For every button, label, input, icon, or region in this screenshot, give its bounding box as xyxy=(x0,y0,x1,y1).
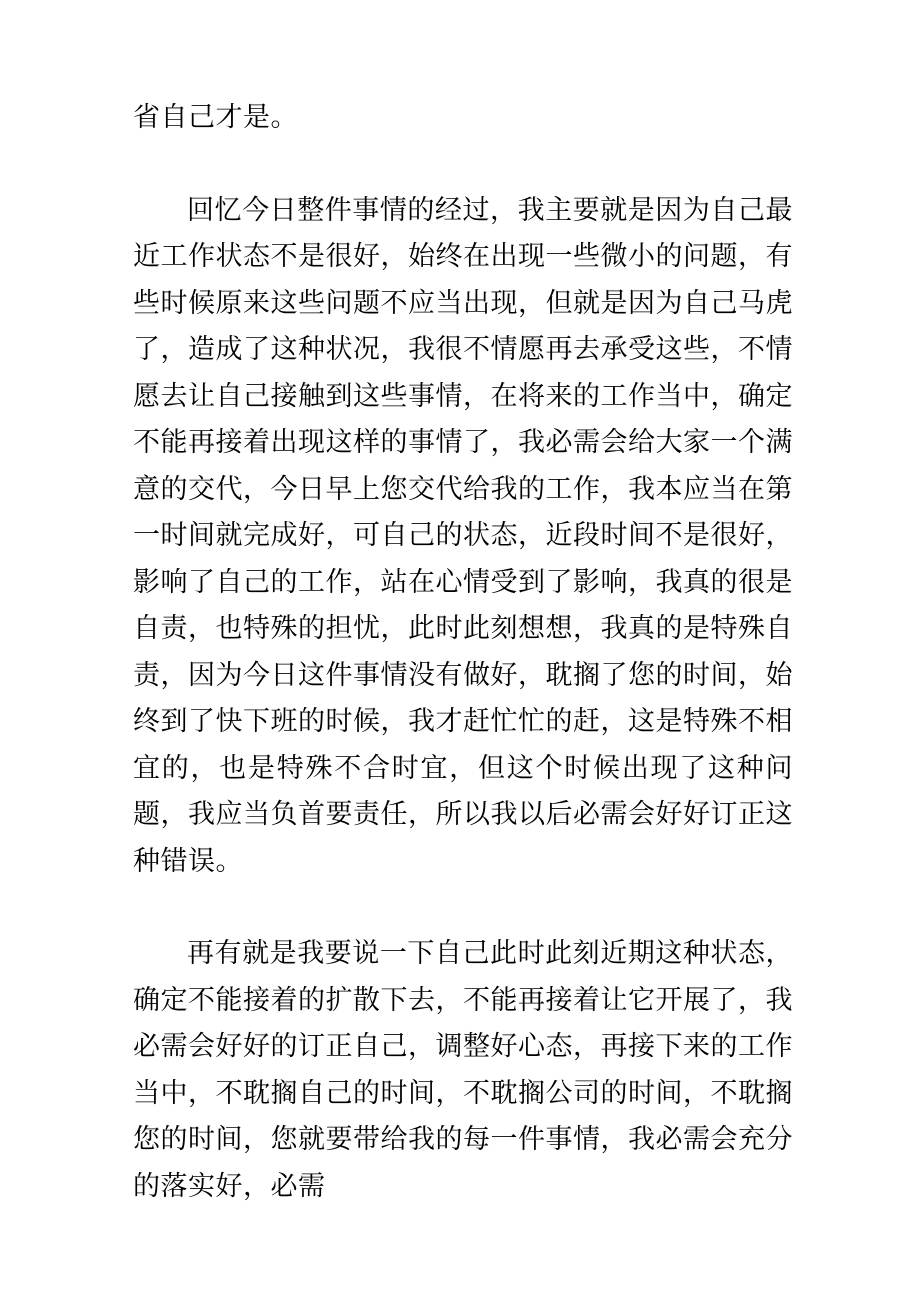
document-body xyxy=(133,95,793,1210)
paragraph-recollection: 回忆今日整件事情的经过，我主要就是因为自己最近工作状态不是很好，始终在出现一些微小的问题，有些时候原来这些问题不应当出现，但就是因为自己马虎了，造成了这种状况，我很不情愿再去承受这些，不情愿去让自己接触到这些事情，在将来的工作当中，确定不能再接着出现这样的事情了，我必需会给大家一个满意的交代，今日早上您交代给我的工作，我本应当在第一时间就完成好，可自己的状态，近段时间不是很好，影响了自己的工作，站在心情受到了影响，我真的很是自责，也特殊的担忧，此时此刻想想，我真的是特殊自责，因为今日这件事情没有做好，耽搁了您的时间，始终到了快下班的时候，我才赶忙忙的赶，这是特殊不相宜的，也是特殊不合时宜，但这个时候出现了这种问题，我应当负首要责任，所以我以后必需会好好订正这种错误。 xyxy=(133,194,793,877)
paragraph-continuation: 省自己才是。 xyxy=(133,102,298,133)
paragraph-current-state: 再有就是我要说一下自己此时此刻近期这种状态，确定不能接着的扩散下去，不能再接着让它开展了，我必需会好好的订正自己，调整好心态，再接下来的工作当中，不耽搁自己的时间，不耽搁公司的时间，不耽搁您的时间，您就要带给我的每一件事情，我必需会充分的落实好，必需 xyxy=(133,938,793,1202)
paragraph-spacer xyxy=(133,885,793,931)
paragraph-spacer xyxy=(133,142,793,188)
